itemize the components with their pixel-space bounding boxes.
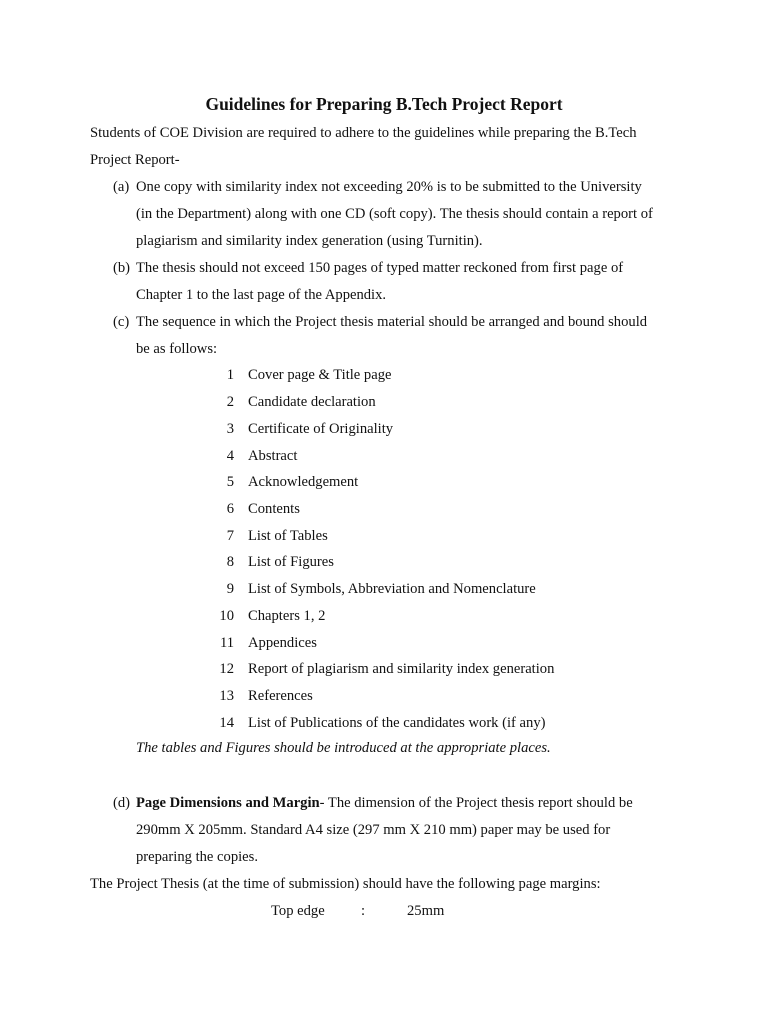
tables-figures-note: The tables and Figures should be introduced at the appropriate places.: [136, 740, 551, 756]
point-d-line-1: [136, 793, 633, 813]
point-d-line-2: 290mm X 205mm. Standard A4 size (297 mm X 210 mm) paper may be used for: [136, 822, 611, 838]
list-item-label: Report of plagiarism and similarity index generation: [248, 661, 555, 677]
list-item-number: 1: [226, 367, 234, 383]
point-a-line-2: (in the Department) along with one CD (soft copy). The thesis should contain a report of: [136, 206, 653, 222]
document-title: Guidelines for Preparing B.Tech Project Report: [205, 94, 563, 114]
list-item-number: 14: [219, 715, 234, 731]
list-item-number: 11: [219, 635, 234, 651]
list-item-number: 3: [226, 421, 234, 437]
point-d-line-3: preparing the copies.: [136, 849, 258, 865]
list-item-number: 9: [226, 581, 234, 597]
list-item-number: 10: [219, 608, 234, 624]
point-c-line-1: The sequence in which the Project thesis material should be arranged and bound should: [136, 314, 648, 330]
list-item-label: List of Publications of the candidates work (if any): [248, 715, 546, 731]
list-item-label: List of Figures: [248, 554, 334, 570]
list-item-label: Candidate declaration: [248, 394, 376, 410]
list-item-label: List of Symbols, Abbreviation and Nomenclature: [248, 581, 536, 597]
point-c-marker: (c): [113, 314, 130, 330]
list-item-label: Contents: [248, 501, 300, 517]
point-b-line-1: The thesis should not exceed 150 pages of typed matter reckoned from first page of: [136, 260, 624, 276]
point-a-line-3: plagiarism and similarity index generation (using Turnitin).: [136, 233, 483, 249]
point-b-marker: (b): [113, 260, 131, 276]
list-item-label: Abstract: [248, 448, 298, 464]
list-item-number: 5: [226, 474, 234, 490]
point-d-line-1-rest: - The dimension of the Project thesis report should be: [319, 795, 633, 811]
point-d-heading: Page Dimensions and Margin: [136, 795, 320, 811]
margin-value: 25mm: [407, 903, 445, 919]
list-item-label: Acknowledgement: [248, 474, 359, 490]
list-item-number: 2: [226, 394, 234, 410]
list-item-number: 4: [226, 448, 234, 464]
margin-edge-label: Top edge: [271, 903, 325, 919]
list-item-label: Chapters 1, 2: [248, 608, 326, 624]
list-item-number: 13: [219, 688, 234, 704]
point-d-marker: (d): [113, 795, 131, 811]
margins-intro: The Project Thesis (at the time of submission) should have the following page margins:: [90, 876, 601, 892]
list-item-number: 6: [226, 501, 234, 517]
list-item-label: References: [248, 688, 313, 704]
intro-line-1: Students of COE Division are required to adhere to the guidelines while preparing the B.Tech: [90, 125, 637, 141]
list-item-label: List of Tables: [248, 528, 328, 544]
point-c-line-2: be as follows:: [136, 341, 218, 357]
list-item-label: Certificate of Originality: [248, 421, 394, 437]
list-item-number: 8: [226, 554, 234, 570]
point-a-marker: (a): [113, 179, 130, 195]
point-b-line-2: Chapter 1 to the last page of the Appendix.: [136, 287, 387, 303]
margin-separator: :: [361, 903, 366, 919]
list-item-number: 12: [219, 661, 234, 677]
list-item-label: Appendices: [248, 635, 317, 651]
intro-line-2: Project Report-: [90, 152, 180, 168]
list-item-label: Cover page & Title page: [248, 367, 392, 383]
list-item-number: 7: [226, 528, 234, 544]
point-a-line-1: One copy with similarity index not exceeding 20% is to be submitted to the University: [136, 179, 642, 195]
